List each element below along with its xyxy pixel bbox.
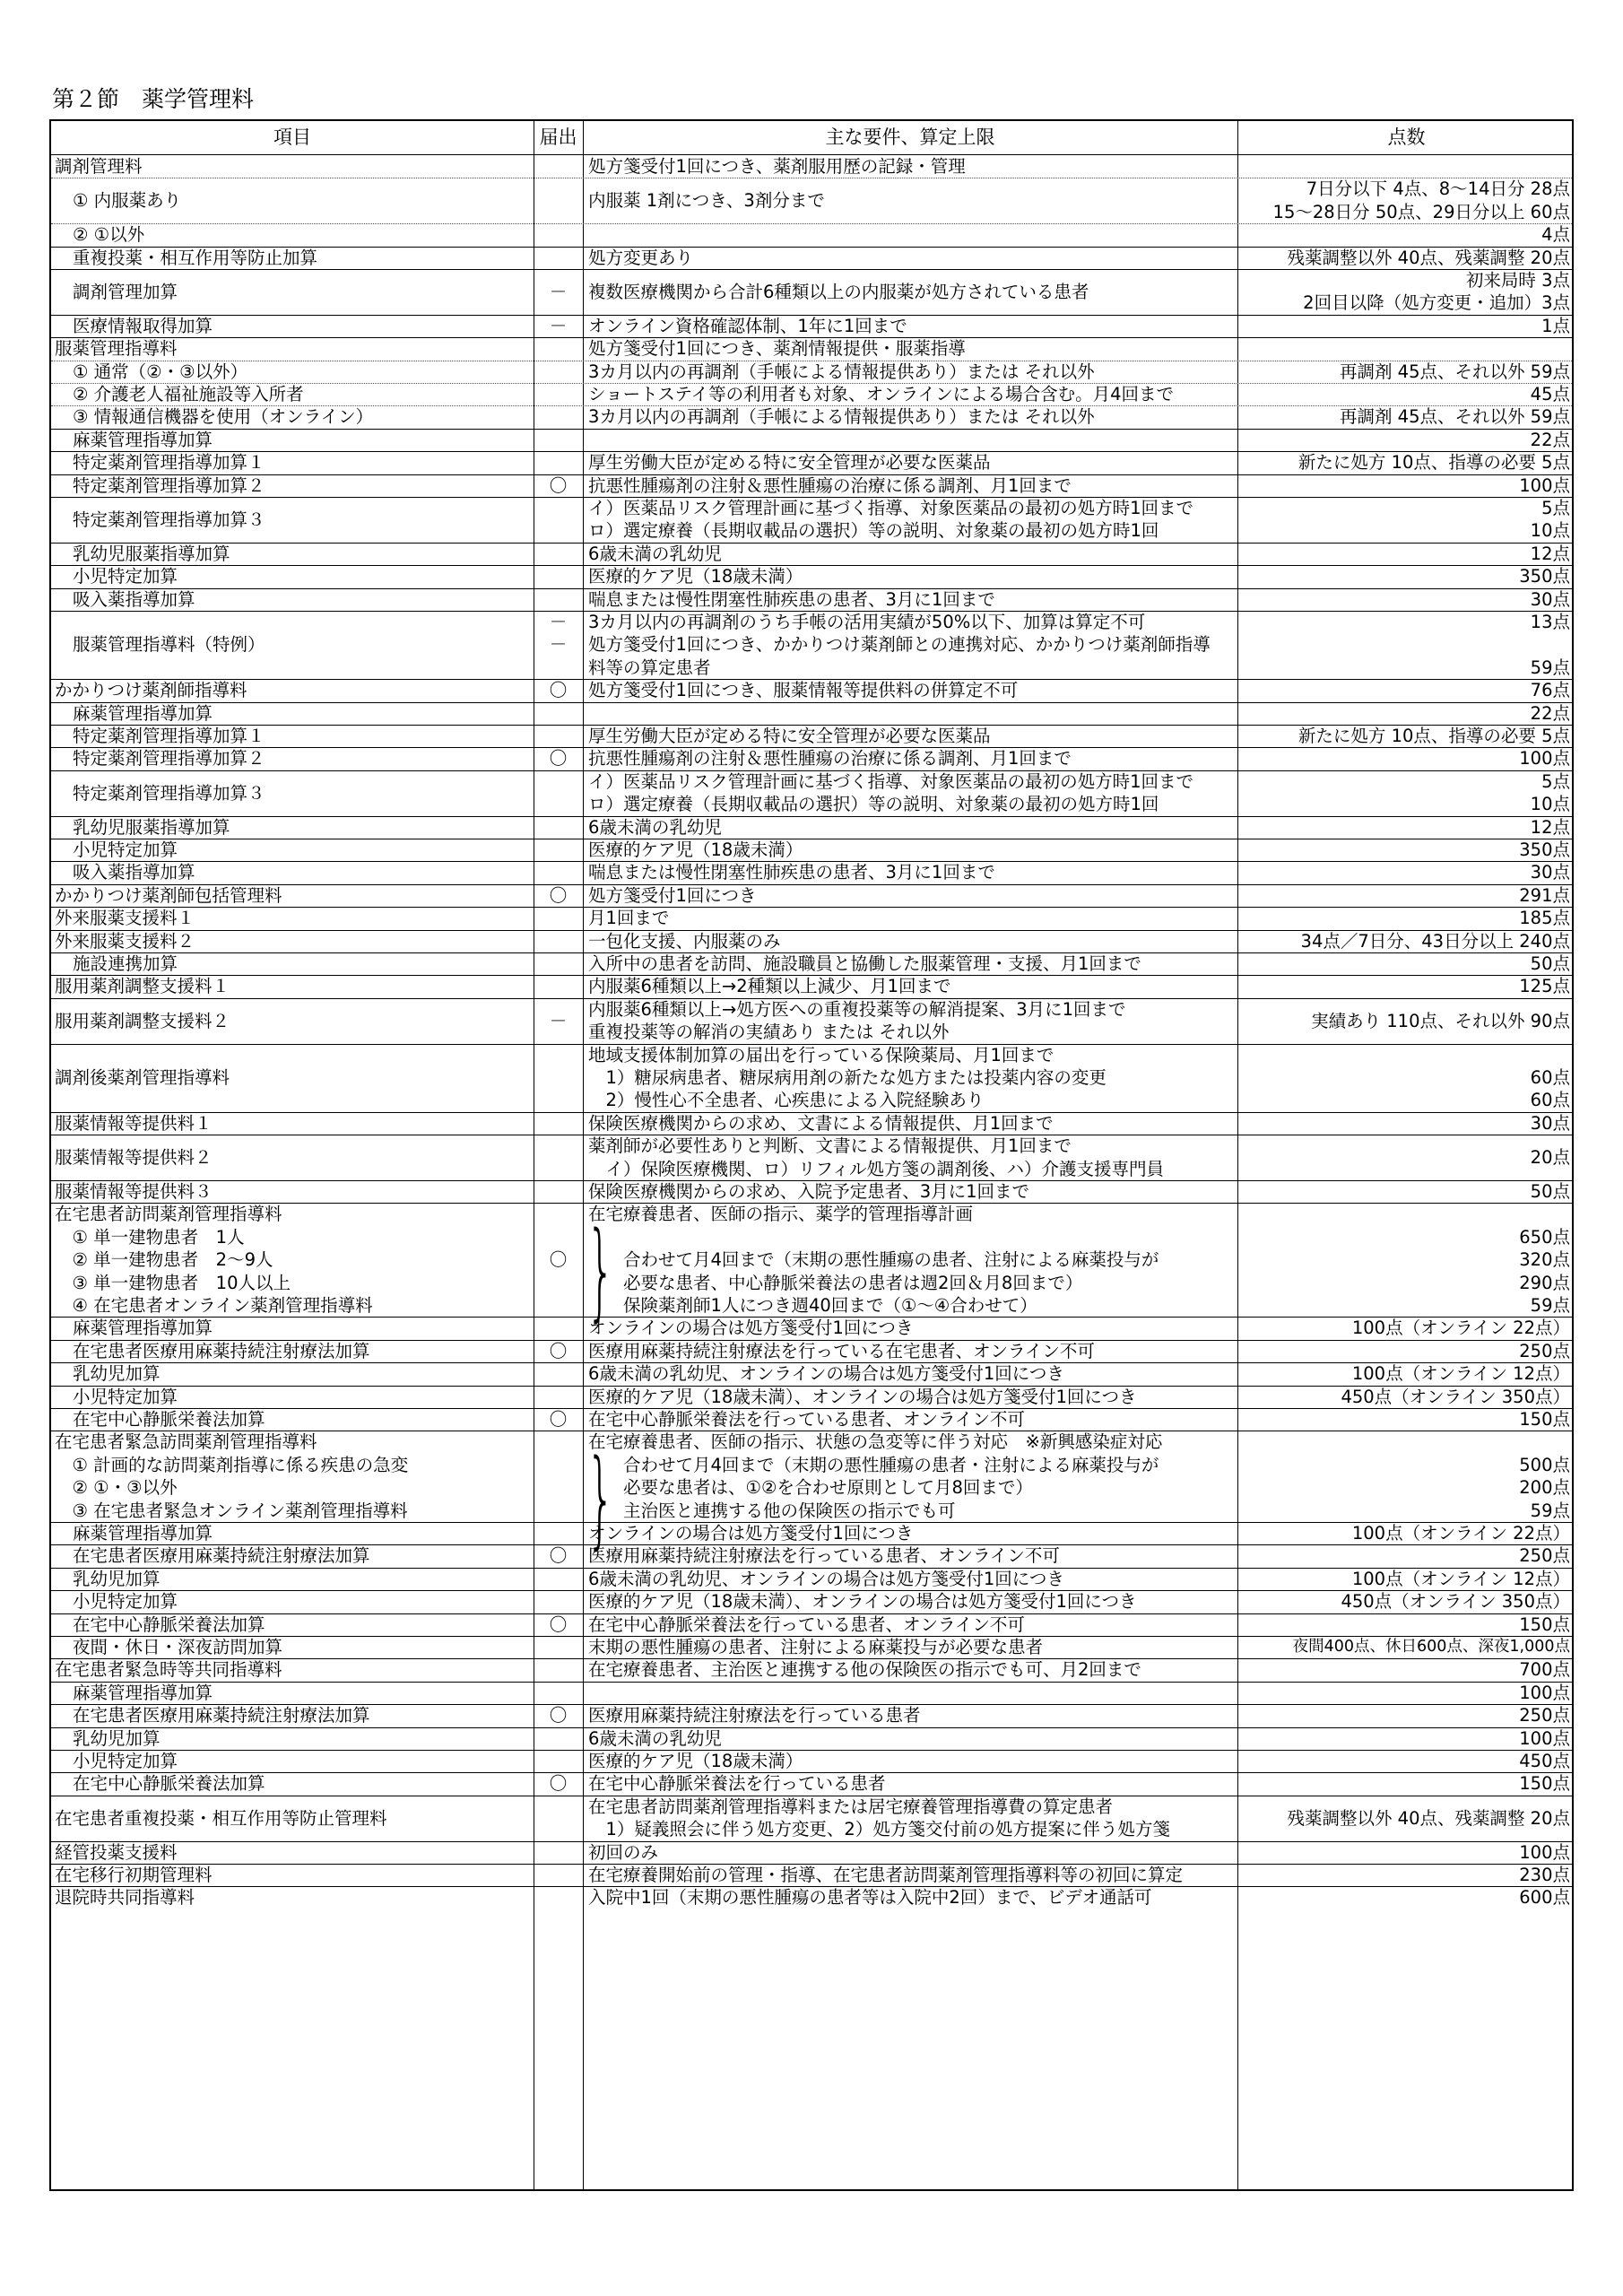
row-item: かかりつけ薬剤師指導料: [55, 680, 247, 701]
row-item: 麻薬管理指導加算: [73, 1523, 213, 1544]
row-item: 経管投薬支援料: [55, 1841, 178, 1863]
row-item: 乳幼児加算: [73, 1727, 161, 1749]
row-requirement: 医療用麻薬持続注射療法を行っている患者、オンライン不可: [588, 1545, 1060, 1567]
row-requirement: 複数医療機関から合計6種類以上の内服薬が処方されている患者: [588, 281, 1089, 302]
row-requirement: 月1回まで: [588, 908, 670, 929]
row-item: 乳幼児服薬指導加算: [73, 543, 230, 564]
row-points: 50点: [1530, 1181, 1570, 1202]
row-requirement: 在宅中心静脈栄養法を行っている患者: [588, 1773, 886, 1795]
notify-mark: －: [549, 281, 568, 302]
row-item: 在宅患者医療用麻薬持続注射療法加算: [73, 1705, 370, 1726]
row-item: 在宅中心静脈栄養法加算: [73, 1613, 265, 1635]
row-item: 小児特定加算: [73, 1386, 178, 1407]
row-item: 在宅中心静脈栄養法加算: [73, 1773, 265, 1795]
row-requirement: 6歳未満の乳幼児: [588, 1727, 722, 1749]
row-points: 22点: [1530, 702, 1570, 724]
row-requirement: 6歳未満の乳幼児: [588, 816, 722, 838]
row-points: 450点（オンライン 350点）: [1341, 1591, 1570, 1613]
brace-icon: }: [586, 1435, 615, 1560]
row-item: 重複投薬・相互作用等防止加算: [73, 247, 318, 268]
notify-mark: 〇: [549, 1613, 568, 1635]
row-points: 7日分以下 4点、8～14日分 28点 15～28日分 50点、29日分以上 60点: [1272, 178, 1570, 222]
notify-mark: 〇: [549, 1340, 568, 1361]
notify-mark: 〇: [549, 884, 568, 906]
row-item: 服用薬剤調整支援料２: [55, 1010, 230, 1031]
notify-mark: 〇: [549, 748, 568, 770]
row-points: 20点: [1530, 1146, 1570, 1168]
row-requirement: イ）医薬品リスク管理計画に基づく指導、対象医薬品の最初の処方時1回まで ロ）選定療養（長期収載品の選択）等の説明、対象薬の最初の処方時1回: [588, 770, 1194, 815]
row-item: かかりつけ薬剤師包括管理料: [55, 884, 282, 906]
row-points: 250点: [1519, 1705, 1570, 1726]
row-points: 残薬調整以外 40点、残薬調整 20点: [1287, 1807, 1570, 1829]
row-points: 30点: [1530, 588, 1570, 610]
fee-table: [49, 119, 1574, 2191]
row-points: 5点 10点: [1530, 770, 1570, 815]
row-item: 特定薬剤管理指導加算３: [73, 509, 265, 530]
row-item: ① 通常（②・③以外）: [73, 361, 248, 382]
row-points: 100点: [1519, 1841, 1570, 1863]
row-item: 服薬情報等提供料３: [55, 1181, 213, 1202]
row-item: 調剤後薬剤管理指導料: [55, 1067, 230, 1088]
row-points: 100点: [1519, 1727, 1570, 1749]
row-requirement: 入院中1回（末期の悪性腫瘍の患者等は入院中2回）まで、ビデオ通話可: [588, 1887, 1152, 1909]
row-requirement: 抗悪性腫瘍剤の注射＆悪性腫瘍の治療に係る調剤、月1回まで: [588, 748, 1072, 770]
row-requirement: オンラインの場合は処方箋受付1回につき: [588, 1523, 914, 1544]
row-requirement: 在宅療養患者、医師の指示、状態の急変等に伴う対応 ※新興感染症対応 合わせて月4回まで（末期の悪性腫瘍の患者・注射による麻薬投与が 必要な患者は、①②を合わせ原則として月8回まで） 主治医と連携する他の保険医の指示でも可: [588, 1431, 1163, 1521]
row-points: 650点 320点 290点 59点: [1519, 1226, 1570, 1317]
row-requirement: 医療的ケア児（18歳未満）、オンラインの場合は処方箋受付1回につき: [588, 1591, 1137, 1613]
row-points: 12点: [1530, 543, 1570, 564]
row-item: 在宅患者重複投薬・相互作用等防止管理料: [55, 1807, 387, 1829]
row-points: 600点: [1519, 1887, 1570, 1909]
row-points: 再調剤 45点、それ以外 59点: [1339, 406, 1570, 428]
row-item: 乳幼児加算: [73, 1363, 161, 1385]
row-item: 麻薬管理指導加算: [73, 429, 213, 450]
row-points: 初来局時 3点 2回目以降（処方変更・追加）3点: [1303, 270, 1570, 314]
row-item: 服薬管理指導料（特例）: [73, 634, 265, 656]
row-requirement: 6歳未満の乳幼児、オンラインの場合は処方箋受付1回につき: [588, 1568, 1064, 1589]
row-item: 特定薬剤管理指導加算１: [73, 726, 265, 746]
row-points: 100点（オンライン 12点）: [1351, 1363, 1570, 1385]
row-item: 麻薬管理指導加算: [73, 1318, 213, 1339]
row-item: 服薬情報等提供料２: [55, 1146, 213, 1168]
row-requirement: 初回のみ: [588, 1841, 659, 1863]
notify-mark: －: [549, 315, 568, 336]
row-requirement: 処方変更あり: [588, 247, 694, 268]
row-requirement: 末期の悪性腫瘍の患者、注射による麻薬投与が必要な患者: [588, 1637, 1044, 1657]
row-requirement: 喘息または慢性閉塞性肺疾患の患者、3月に1回まで: [588, 588, 995, 610]
row-requirement: 6歳未満の乳幼児、オンラインの場合は処方箋受付1回につき: [588, 1363, 1064, 1385]
notify-mark: 〇: [549, 680, 568, 701]
row-requirement: 3カ月以内の再調剤（手帳による情報提供あり）または それ以外: [588, 406, 1095, 428]
row-item: 医療情報取得加算: [73, 315, 213, 336]
row-requirement: 医療用麻薬持続注射療法を行っている在宅患者、オンライン不可: [588, 1340, 1095, 1361]
section-title: 第２節 薬学管理料: [52, 86, 255, 112]
row-requirement: 在宅中心静脈栄養法を行っている患者、オンライン不可: [588, 1409, 1025, 1430]
row-requirement: 処方箋受付1回につき: [588, 884, 757, 906]
row-requirement: 処方箋受付1回につき、薬剤服用歴の記録・管理: [588, 156, 966, 177]
row-requirement: 医療的ケア児（18歳未満）: [588, 566, 803, 587]
row-item: 特定薬剤管理指導加算１: [73, 452, 265, 474]
row-points: 100点: [1519, 474, 1570, 496]
row-requirement: 6歳未満の乳幼児: [588, 543, 722, 564]
row-item: 麻薬管理指導加算: [73, 1682, 213, 1703]
row-item: 夜間・休日・深夜訪問加算: [73, 1637, 283, 1657]
row-item: 吸入薬指導加算: [73, 588, 195, 610]
row-points: 再調剤 45点、それ以外 59点: [1339, 361, 1570, 382]
row-item: 在宅患者緊急訪問薬剤管理指導料 ① 計画的な訪問薬剤指導に係る疾患の急変 ② ①・③以外 ③ 在宅患者緊急オンライン薬剤管理指導料: [55, 1431, 409, 1521]
row-points: 22点: [1530, 429, 1570, 450]
row-requirement: 在宅療養患者、医師の指示、薬学的管理指導計画 合わせて月4回まで（末期の悪性腫瘍の患者、注射による麻薬投与が 必要な患者、中心静脈栄養法の患者は週2回＆月8回まで） 保険薬剤師1人につき週40回まで（①～④合わせて）: [588, 1204, 1159, 1317]
row-item: 麻薬管理指導加算: [73, 702, 213, 724]
row-points: 新たに処方 10点、指導の必要 5点: [1298, 726, 1570, 746]
row-requirement: 内服薬 1剤につき、3剤分まで: [588, 190, 825, 212]
row-item: 調剤管理加算: [73, 281, 178, 302]
row-points: 350点: [1519, 839, 1570, 860]
row-points: 4点: [1541, 224, 1570, 246]
row-requirement: 薬剤師が必要性ありと判断、文書による情報提供、月1回まで イ）保険医療機関、ロ）リフィル処方箋の調剤後、ハ）介護支援専門員: [588, 1135, 1164, 1179]
row-item: 外来服薬支援料１: [55, 908, 195, 929]
row-requirement: 処方箋受付1回につき、服薬情報等提供料の併算定不可: [588, 680, 1019, 701]
row-item: 服薬情報等提供料１: [55, 1112, 213, 1134]
row-points: 実績あり 110点、それ以外 90点: [1311, 1010, 1570, 1031]
row-item: 在宅患者医療用麻薬持続注射療法加算: [73, 1340, 370, 1361]
row-points: 250点: [1519, 1340, 1570, 1361]
row-points: 350点: [1519, 566, 1570, 587]
row-points: 残薬調整以外 40点、残薬調整 20点: [1287, 247, 1570, 268]
row-item: 乳幼児服薬指導加算: [73, 816, 230, 838]
row-item: 在宅中心静脈栄養法加算: [73, 1409, 265, 1430]
row-item: 服薬管理指導料: [55, 338, 178, 360]
row-points: 250点: [1519, 1545, 1570, 1567]
row-requirement: 医療的ケア児（18歳未満）: [588, 1751, 803, 1771]
row-requirement: 在宅療養患者、主治医と連携する他の保険医の指示でも可、月2回まで: [588, 1659, 1141, 1681]
row-item: 在宅患者医療用麻薬持続注射療法加算: [73, 1545, 370, 1567]
row-item: ② 介護老人福祉施設等入所者: [73, 384, 304, 404]
row-points: 185点: [1519, 908, 1570, 929]
row-item: 小児特定加算: [73, 566, 178, 587]
row-item: ③ 情報通信機器を使用（オンライン）: [73, 406, 374, 428]
row-points: 30点: [1530, 1112, 1570, 1134]
row-requirement: 医療的ケア児（18歳未満）: [588, 839, 803, 860]
row-requirement: オンライン資格確認体制、1年に1回まで: [588, 315, 907, 336]
row-points: 100点（オンライン 22点）: [1351, 1318, 1570, 1339]
row-item: 在宅移行初期管理料: [55, 1865, 213, 1885]
row-item: 吸入薬指導加算: [73, 862, 195, 883]
row-points: 新たに処方 10点、指導の必要 5点: [1298, 452, 1570, 474]
row-item: 小児特定加算: [73, 1751, 178, 1771]
row-requirement: 厚生労働大臣が定める特に安全管理が必要な医薬品: [588, 452, 991, 474]
notify-mark: 〇: [549, 1545, 568, 1567]
row-requirement: 内服薬6種類以上→処方医への重複投薬等の解消提案、3月に1回まで 重複投薬等の解消の実績あり または それ以外: [588, 998, 1126, 1043]
row-requirement: 抗悪性腫瘍剤の注射＆悪性腫瘍の治療に係る調剤、月1回まで: [588, 474, 1072, 496]
row-points: 5点 10点: [1530, 498, 1570, 542]
row-item: 特定薬剤管理指導加算２: [73, 748, 265, 770]
notify-mark: －: [549, 1010, 568, 1031]
row-points: 700点: [1519, 1659, 1570, 1681]
row-item: 調剤管理料: [55, 156, 143, 177]
row-requirement: 一包化支援、内服薬のみ: [588, 930, 781, 952]
row-points: 291点: [1519, 884, 1570, 906]
row-requirement: 在宅中心静脈栄養法を行っている患者、オンライン不可: [588, 1613, 1025, 1635]
row-item: ② ①以外: [73, 224, 145, 246]
row-points: 100点（オンライン 12点）: [1351, 1568, 1570, 1589]
row-points: 1点: [1541, 315, 1570, 336]
notify-mark: 〇: [549, 1773, 568, 1795]
row-points: 450点: [1519, 1751, 1570, 1771]
row-requirement: 保険医療機関からの求め、文書による情報提供、月1回まで: [588, 1112, 1054, 1134]
notify-mark: 〇: [549, 1409, 568, 1430]
row-points: 100点: [1519, 748, 1570, 770]
row-requirement: 喘息または慢性閉塞性肺疾患の患者、3月に1回まで: [588, 862, 995, 883]
row-requirement: オンラインの場合は処方箋受付1回につき: [588, 1318, 914, 1339]
row-points: 夜間400点、休日600点、深夜1,000点: [1292, 1638, 1570, 1656]
notify-mark: 〇: [549, 474, 568, 496]
row-points: 125点: [1519, 976, 1570, 997]
row-points: 34点／7日分、43日分以上 240点: [1300, 930, 1570, 952]
row-points: 13点 59点: [1530, 612, 1570, 678]
row-requirement: 3カ月以内の再調剤のうち手帳の活用実績が50%以下、加算は算定不可 処方箋受付1回につき、かかりつけ薬剤師との連携対応、かかりつけ薬剤師指導 料等の算定患者: [588, 612, 1211, 678]
row-points: 76点: [1530, 680, 1570, 701]
row-item: 退院時共同指導料: [55, 1887, 195, 1909]
row-requirement: 処方箋受付1回につき、薬剤情報提供・服薬指導: [588, 338, 966, 360]
row-points: 60点 60点: [1530, 1067, 1570, 1111]
row-points: 45点: [1530, 384, 1570, 404]
row-requirement: イ）医薬品リスク管理計画に基づく指導、対象医薬品の最初の処方時1回まで ロ）選定療養（長期収載品の選択）等の説明、対象薬の最初の処方時1回: [588, 498, 1194, 542]
row-requirement: 地域支援体制加算の届出を行っている保険薬局、月1回まで 1）糖尿病患者、糖尿病用剤の新たな処方または投薬内容の変更 2）慢性心不全患者、心疾患による入院経験あり: [588, 1044, 1107, 1111]
row-item: 外来服薬支援料２: [55, 930, 195, 952]
row-requirement: ショートステイ等の利用者も対象、オンラインによる場合含む。月4回まで: [588, 384, 1174, 404]
row-requirement: 厚生労働大臣が定める特に安全管理が必要な医薬品: [588, 726, 991, 746]
row-requirement: 在宅患者訪問薬剤管理指導料または居宅療養管理指導費の算定患者 1）疑義照会に伴う処方変更、2）処方箋交付前の処方提案に伴う処方箋: [588, 1796, 1170, 1840]
row-points: 100点（オンライン 22点）: [1351, 1523, 1570, 1544]
row-item: 乳幼児加算: [73, 1568, 161, 1589]
notify-mark: － －: [549, 612, 568, 656]
header-item: 項目: [273, 126, 311, 148]
row-points: 50点: [1530, 953, 1570, 974]
row-requirement: 3カ月以内の再調剤（手帳による情報提供あり）または それ以外: [588, 361, 1095, 382]
row-requirement: 入所中の患者を訪問、施設職員と協働した服薬管理・支援、月1回まで: [588, 953, 1141, 974]
row-item: 小児特定加算: [73, 1591, 178, 1613]
row-item: 小児特定加算: [73, 839, 178, 860]
column-divider: [583, 121, 584, 2189]
row-item: 特定薬剤管理指導加算２: [73, 474, 265, 496]
row-points: 100点: [1519, 1682, 1570, 1703]
column-divider: [1237, 121, 1238, 2189]
row-points: 230点: [1519, 1865, 1570, 1885]
row-item: 服用薬剤調整支援料１: [55, 976, 230, 997]
row-points: 450点（オンライン 350点）: [1341, 1386, 1570, 1407]
row-points: 150点: [1519, 1773, 1570, 1795]
notify-mark: 〇: [549, 1249, 568, 1271]
row-points: 30点: [1530, 862, 1570, 883]
notify-mark: 〇: [549, 1705, 568, 1726]
row-requirement: 医療用麻薬持続注射療法を行っている患者: [588, 1705, 921, 1726]
brace-icon: }: [586, 1207, 615, 1332]
row-item: 特定薬剤管理指導加算３: [73, 782, 265, 804]
row-item: ① 内服薬あり: [73, 190, 182, 212]
header-notify: 届出: [539, 126, 577, 148]
row-points: 150点: [1519, 1613, 1570, 1635]
row-requirement: 保険医療機関からの求め、入院予定患者、3月に1回まで: [588, 1181, 1030, 1202]
row-requirement: 内服薬6種類以上→2種類以上減少、月1回まで: [588, 976, 951, 997]
row-points: 150点: [1519, 1409, 1570, 1430]
row-item: 在宅患者訪問薬剤管理指導料 ① 単一建物患者 1人 ② 単一建物患者 2～9人 ③ 単一建物患者 10人以上 ④ 在宅患者オンライン薬剤管理指導料: [55, 1204, 373, 1317]
header-requirement: 主な要件、算定上限: [825, 126, 995, 148]
row-item: 施設連携加算: [73, 953, 178, 974]
header-points: 点数: [1387, 126, 1426, 148]
row-points: 12点: [1530, 816, 1570, 838]
row-points: 500点 200点 59点: [1519, 1454, 1570, 1521]
row-requirement: 在宅療養開始前の管理・指導、在宅患者訪問薬剤管理指導料等の初回に算定: [588, 1865, 1184, 1885]
row-requirement: 医療的ケア児（18歳未満）、オンラインの場合は処方箋受付1回につき: [588, 1386, 1137, 1407]
row-item: 在宅患者緊急時等共同指導料: [55, 1659, 282, 1681]
